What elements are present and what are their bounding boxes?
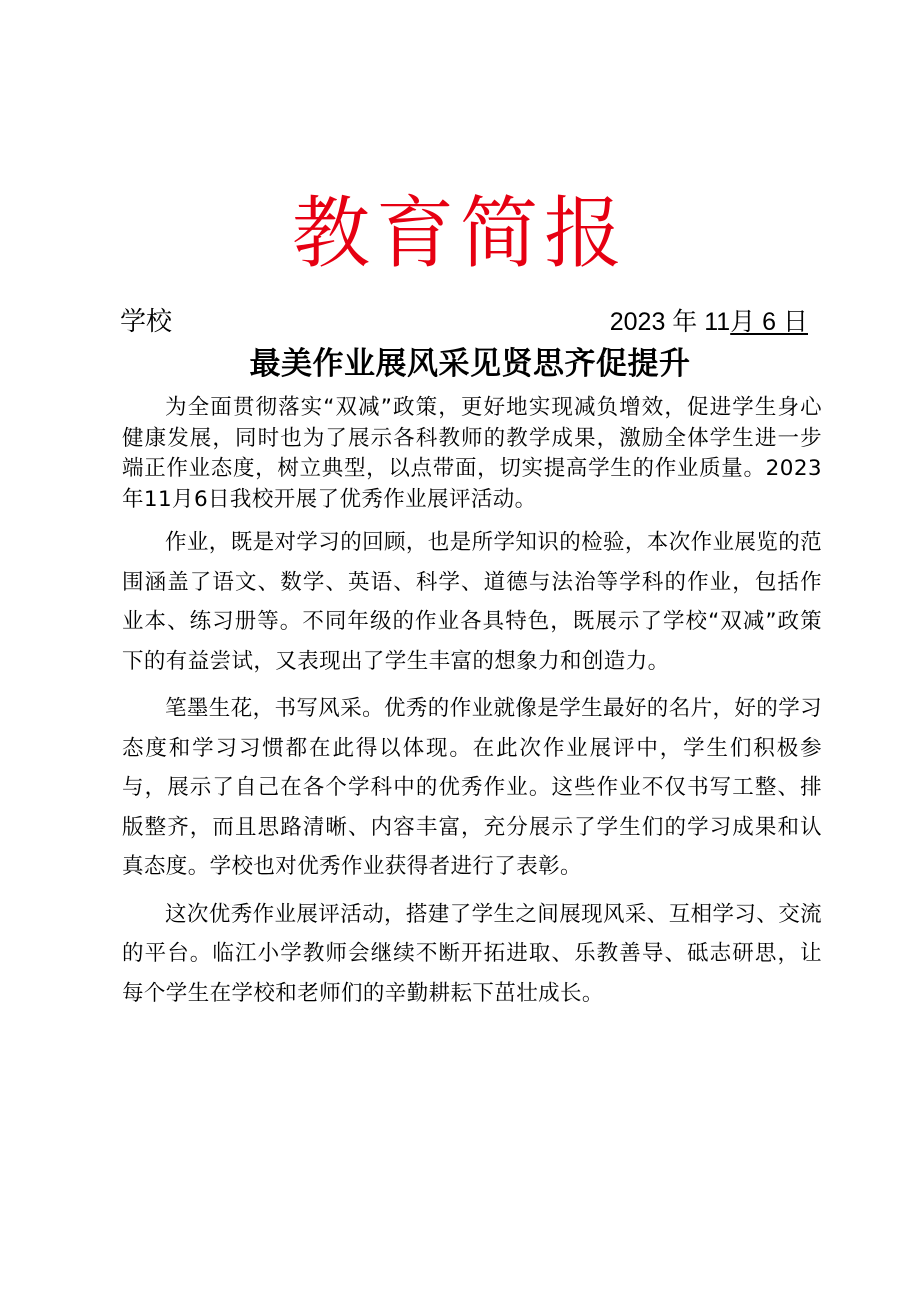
issue-date-month-day: 月 6 日 — [730, 308, 808, 336]
article-paragraph: 作业，既是对学习的回顾，也是所学知识的检验，本次作业展览的范围涵盖了语文、数学、英语、科学、道德与法治等学科的作业，包括作业本、练习册等。不同年级的作业各具特色，既展示了学校“双减”政策下的有益尝试，又表现出了学生丰富的想象力和创造力。 — [122, 530, 823, 674]
article-body — [122, 393, 822, 1013]
issue-date — [610, 305, 808, 339]
article-headline: 最美作业展风采见贤思齐促提升 — [249, 346, 691, 382]
school-label: 学校 — [120, 307, 173, 337]
article-paragraph: 这次优秀作业展评活动，搭建了学生之间展现风采、互相学习、交流的平台。临江小学教师会继续不断开拓进取、乐教善导、砥志研思，让每个学生在学校和老师们的辛勤耕耘下茁壮成长。 — [122, 901, 823, 1006]
issue-date-year: 2023 年 11 — [609, 308, 731, 336]
article-paragraph: 为全面贯彻落实“双减”政策，更好地实现减负增效，促进学生身心健康发展，同时也为了展示各科教师的教学成果，激励全体学生进一步端正作业态度，树立典型，以点带面，切实提高学生的作业质量。2023年11月6日我校开展了优秀作业展评活动。 — [122, 395, 822, 512]
newsletter-masthead: 教育简报 — [291, 189, 628, 279]
article-paragraph: 笔墨生花，书写风采。优秀的作业就像是学生最好的名片，好的学习态度和学习习惯都在此得以体现。在此次作业展评中，学生们积极参与，展示了自己在各个学科中的优秀作业。这些作业不仅书写工整、排版整齐，而且思路清晰、内容丰富，充分展示了学生们的学习成果和认真态度。学校也对优秀作业获得者进行了表彰。 — [122, 696, 823, 879]
